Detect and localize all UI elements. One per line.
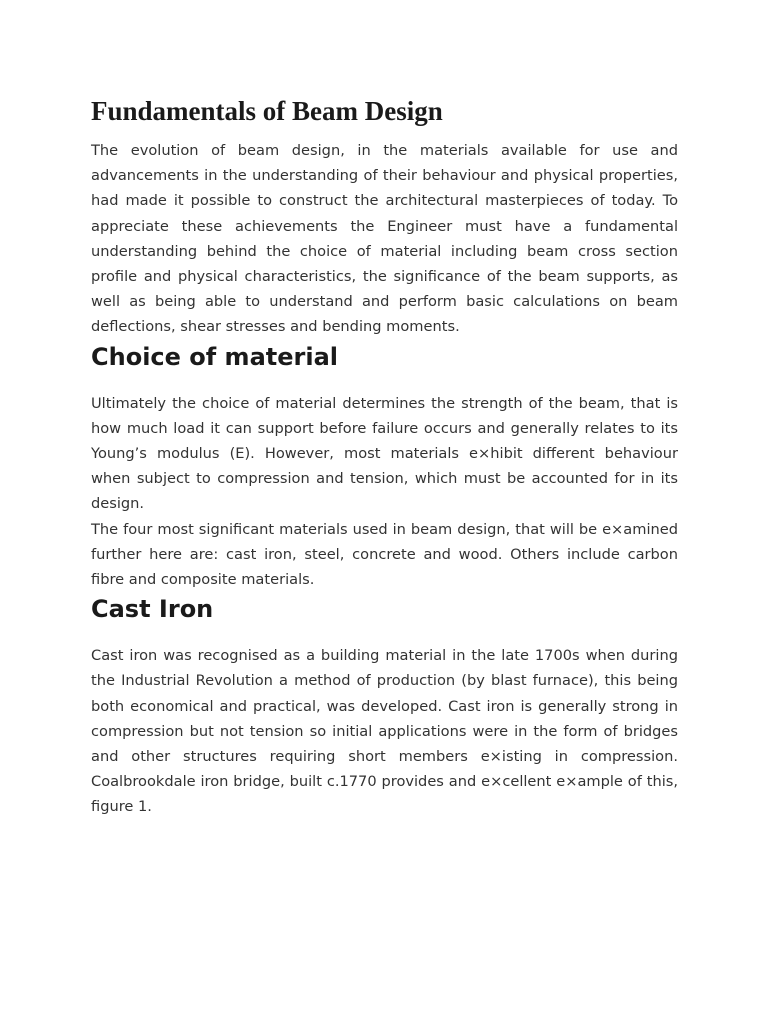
cast-iron-paragraph-1: Cast iron was recognised as a building material in the late 1700s when during the Industrial Revolution a method of production (by blast furnace), this being both economical and practical, was developed. Cast iron is generally strong in compression but not tension so initial applications were in the form of bridges and other structures requiring short members e×isting in compression. Coalbrookdale iron bridge, built c.1770 provides and e×cellent e×ample of this, figure 1. <box>91 647 678 816</box>
choice-of-material-paragraph-1: Ultimately the choice of material determines the strength of the beam, that is how much load it can support before failure occurs and generally relates to its Young’s modulus (E). However, most materials e×hibit different behaviour when subject to compression and tension, which must be accounted for in its design. <box>91 394 678 513</box>
document-body <box>91 94 678 820</box>
section-heading-choice-of-material: Choice of material <box>91 342 338 371</box>
choice-of-material-paragraph-2: The four most significant materials used in beam design, that will be e×amined further here are: cast iron, steel, concrete and wood. Others include carbon fibre and composite materials. <box>91 520 678 589</box>
document-title: Fundamentals of Beam Design <box>91 96 443 126</box>
intro-paragraph: The evolution of beam design, in the materials available for use and advancements in the understanding of their behaviour and physical properties, had made it possible to construct the architectural masterpieces of today. To appreciate these achievements the Engineer must have a fundamental understanding behind the choice of material including beam cross section profile and physical characteristics, the significance of the beam supports, as well as being able to understand and perform basic calculations on beam deflections, shear stresses and bending moments. <box>91 142 678 336</box>
section-heading-cast-iron: Cast Iron <box>91 595 214 624</box>
